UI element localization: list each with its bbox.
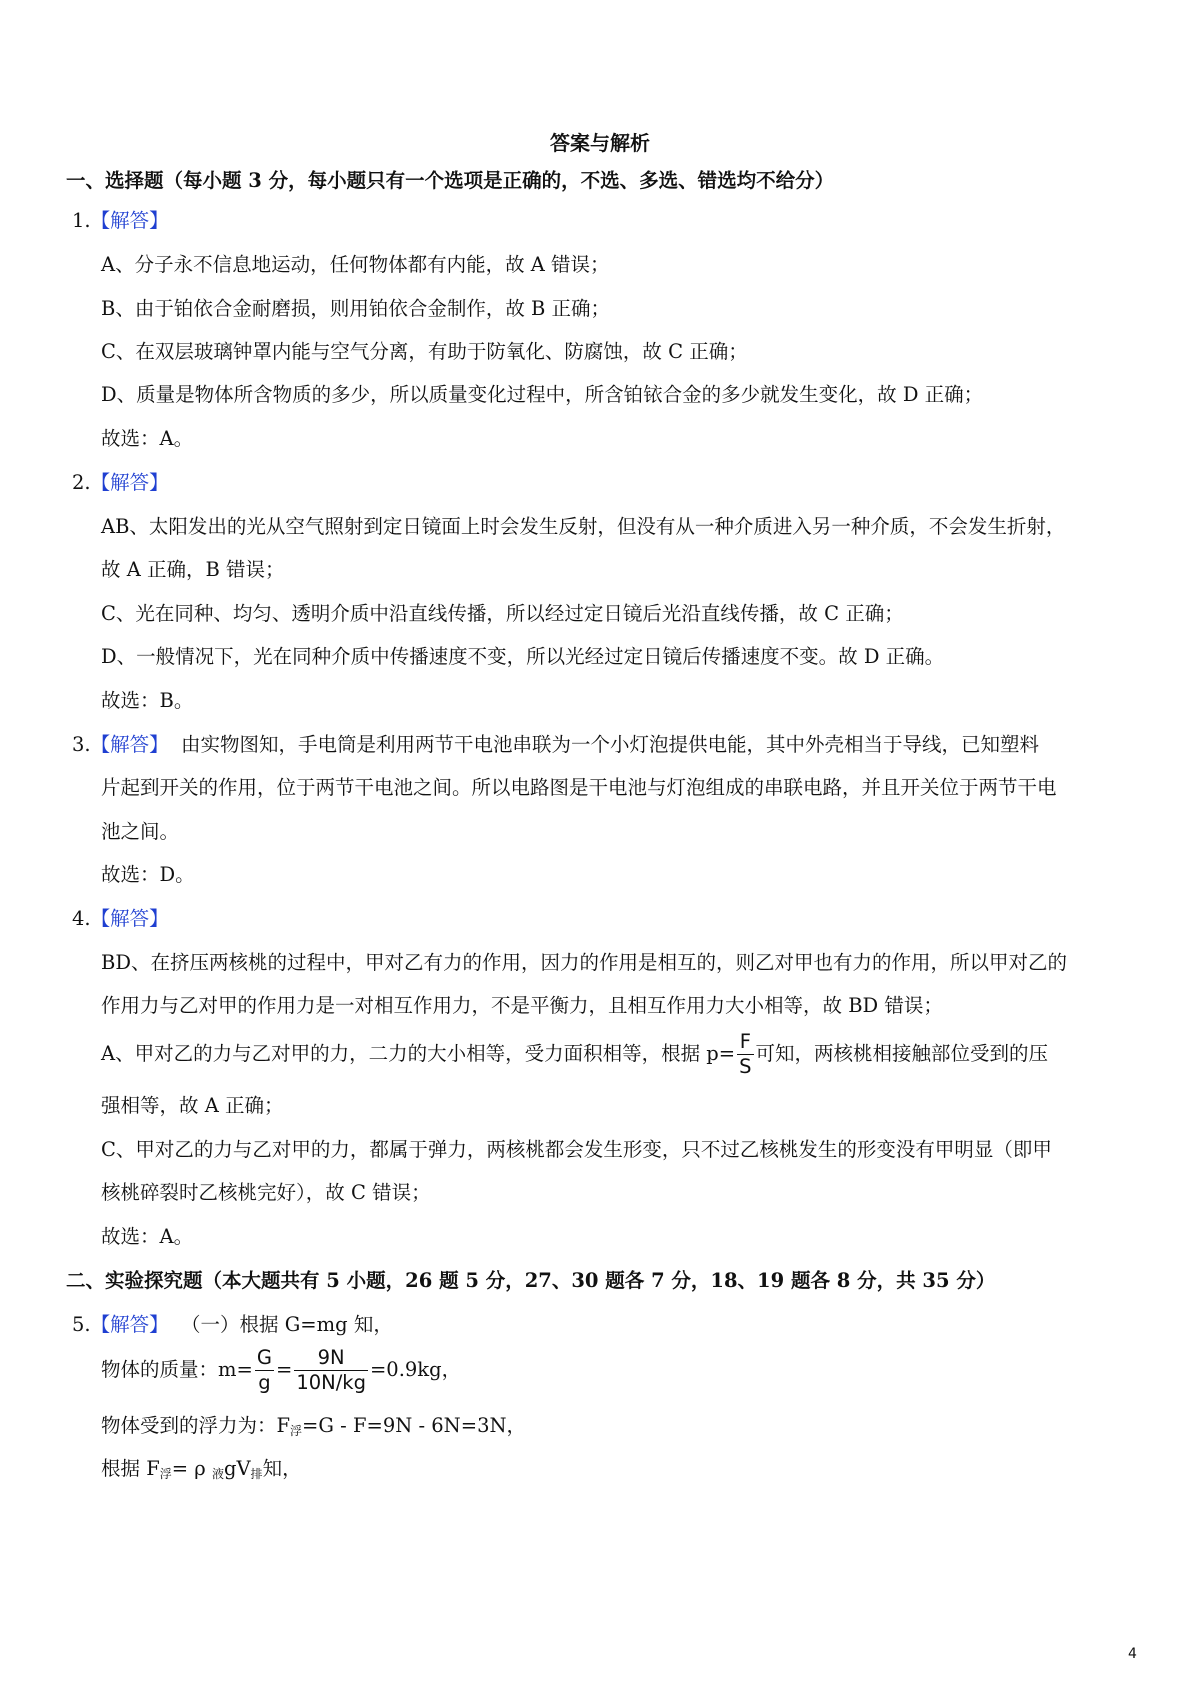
section-heading-experiment: 二、实验探究题（本大题共有 5 小题，26 题 5 分，27、30 题各 7 分，18、19 题各 8 分，共 35 分） [66,1269,996,1292]
answer-line: C、光在同种、均匀、透明介质中沿直线传播，所以经过定日镜后光沿直线传播，故 C 正确； [101,602,904,625]
answer-line: C、甲对乙的力与乙对甲的力，都属于弹力，两核桃都会发生形变，只不过乙核桃发生的形变没有甲明显（即甲 [101,1138,1052,1161]
answer-line: D、一般情况下，光在同种介质中传播速度不变，所以光经过定日镜后传播速度不变。故 D 正确。 [101,645,945,668]
question-number: 1. [72,209,91,232]
answer-line: 核桃碎裂时乙核桃完好），故 C 错误； [101,1181,431,1204]
answer-label: 【解答】 [90,907,169,930]
answer-line: D、质量是物体所含物质的多少，所以质量变化过程中，所含铂铱合金的多少就发生变化，故 D 正确； [101,383,984,406]
question-1-header [72,208,169,234]
answer-line: C、在双层玻璃钟罩内能与空气分离，有助于防氧化、防腐蚀，故 C 正确； [101,340,748,363]
answer-line: 强相等，故 A 正确； [101,1094,284,1117]
answer-line: BD、在挤压两核桃的过程中，甲对乙有力的作用，因力的作用是相互的，则乙对甲也有力的作用，所以甲对乙的 [101,951,1067,974]
answer-choice: 故选：B。 [101,689,194,712]
question-5-header [72,1312,393,1338]
question-3-header [72,732,1039,758]
answer-label: 【解答】 [90,209,169,232]
answer-line: AB、太阳发出的光从空气照射到定日镜面上时会发生反射，但没有从一种介质进入另一种介质，不会发生折射， [101,515,1066,538]
answer-line: A、分子永不信息地运动，任何物体都有内能，故 A 错误； [101,253,610,276]
archimedes-equation: 根据 $F_浮= \rho$ $_液gV_排$知， [101,1457,302,1481]
answer-label: 【解答】 [90,1313,169,1336]
question-4-header [72,906,169,932]
question-number: 4. [72,907,91,930]
question-number: 5. [72,1313,91,1336]
answer-label: 【解答】 [90,471,169,494]
answer-line: 作用力与乙对甲的作用力是一对相互作用力，不是平衡力，且相互作用力大小相等，故 BD 错误； [101,994,943,1017]
question-number: 2. [72,471,91,494]
buoyancy-equation: 物体受到的浮力为：$F_浮=G - F=9N - 6N=3N$， [101,1414,527,1438]
pressure-fraction: $\frac{F}{S}$ [739,1030,752,1078]
fraction-g-over-g: $\frac{G}{g}$ [256,1346,272,1394]
answer-line: 故 A 正确，B 错误； [101,558,285,581]
answer-line: （一）根据 G=mg 知， [181,1313,393,1336]
answer-line: B、由于铂依合金耐磨损，则用铂依合金制作，故 B 正确； [101,297,611,320]
page-number: 4 [1128,1646,1137,1662]
answer-line: 由实物图知，手电筒是利用两节干电池串联为一个小灯泡提供电能，其中外壳相当于导线，已知塑料 [181,733,1040,756]
answer-choice: 故选：A。 [101,427,194,450]
mass-equation: 物体的质量：m= $\frac{G}{g}$ = $\frac{9N}{10N/kg}$ =0.9kg， [101,1346,462,1394]
answer-choice: 故选：D。 [101,863,195,886]
section-heading-choice: 一、选择题（每小题 3 分，每小题只有一个选项是正确的，不选、多选、错选均不给分） [66,169,835,192]
question-2-header [72,470,169,496]
answer-choice: 故选：A。 [101,1225,194,1248]
answer-line: 片起到开关的作用，位于两节干电池之间。所以电路图是干电池与灯泡组成的串联电路，并且开关位于两节干电 [101,776,1057,799]
fraction-9n-over-10nkg: $\frac{9N}{10N/kg}$ [296,1346,366,1394]
answer-line: 池之间。 [101,820,180,843]
question-number: 3. [72,733,91,756]
answer-line-pressure: A、甲对乙的力与乙对甲的力，二力的大小相等，受力面积相等，根据 p= $\frac{F}{S}$ 可知，两核桃相接触部位受到的压 [101,1030,1049,1078]
page-title: 答案与解析 [550,131,650,155]
answer-label: 【解答】 [90,733,169,756]
